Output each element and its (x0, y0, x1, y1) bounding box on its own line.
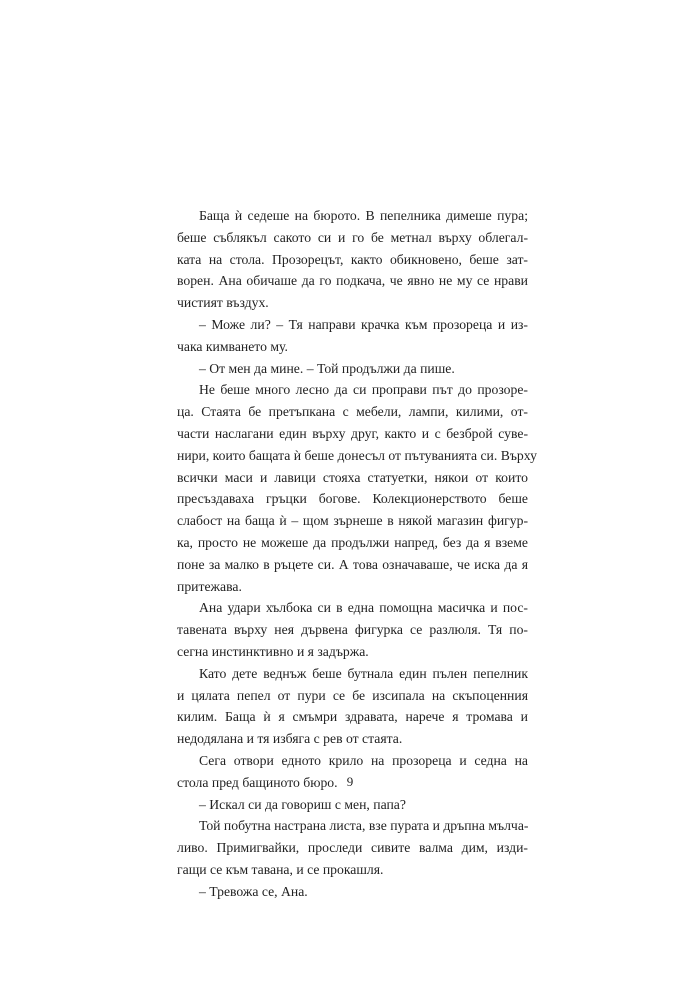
text-line: Като дете веднъж беше бутнала един пълен пепелник (199, 665, 528, 681)
text-line: – Искал си да говориш с мен, папа? (199, 796, 406, 812)
text-line: Не беше много лесно да си проправи път до прозоре- (199, 382, 528, 398)
text-line: ливо. Примигвайки, проследи сивите валма дим, изди- (177, 840, 528, 856)
text-line: чистият въздух. (177, 295, 269, 311)
text-line: ката на стола. Прозорецът, както обикновено, беше зат- (177, 251, 528, 267)
text-line: нири, които бащата ѝ беше донесъл от пътуванията си. Върху (177, 447, 537, 463)
text-line: – От мен да мине. – Той продължи да пише. (199, 360, 455, 376)
text-line: гащи се към тавана, и се прокашля. (177, 861, 384, 877)
page-body (177, 205, 537, 903)
text-line: ка, просто не можеше да продължи напред, без да я вземе (177, 534, 528, 550)
text-line: ворен. Ана обичаше да го подкача, че явно не му се нрави (177, 273, 528, 289)
text-line: части наслагани един върху друг, както и с безброй суве- (177, 425, 528, 441)
text-line: Сега отвори едното крило на прозореца и седна на (199, 752, 528, 768)
text-line: Ана удари хълбока си в една помощна масичка и пос- (199, 600, 528, 616)
text-line: беше съблякъл сакото си и го бе метнал върху облегал- (177, 229, 528, 245)
text-line: стола пред бащиното бюро. (177, 774, 338, 790)
text-line: килим. Баща ѝ я смъмри здравата, нарече я тромава и (177, 709, 528, 725)
text-line: – Тревожа се, Ана. (199, 883, 308, 899)
text-line: сегна инстинктивно и я задържа. (177, 643, 369, 659)
text-line: поне за малко в ръцете си. А това означаваше, че иска да я (177, 556, 528, 572)
text-line: чака кимването му. (177, 338, 288, 354)
text-line: притежава. (177, 578, 242, 594)
text-line: слабост на баща ѝ – щом зърнеше в някой магазин фигур- (177, 513, 528, 529)
text-line: – Може ли? – Тя направи крачка към прозореца и из- (199, 316, 528, 332)
text-line: недодялана и тя избяга с рев от стаята. (177, 731, 403, 747)
text-line: пресъздаваха гръцки богове. Колекционерството беше (177, 491, 528, 507)
text-line: Баща ѝ седеше на бюрото. В пепелника димеше пура; (199, 208, 528, 223)
text-line: Той побутна настрана листа, взе пурата и дръпна мълча- (199, 818, 529, 834)
text-line: всички маси и лавици стояха статуетки, някои от които (177, 469, 528, 485)
text-line: тавената върху нея дървена фигурка се разлюля. Тя по- (177, 622, 528, 638)
text-line: и цялата пепел от пури се бе изсипала на скъпоценния (177, 687, 528, 703)
page-number: 9 (346, 774, 354, 789)
text-line: ца. Стаята бе претъпкана с мебели, лампи, килими, от- (177, 404, 528, 420)
